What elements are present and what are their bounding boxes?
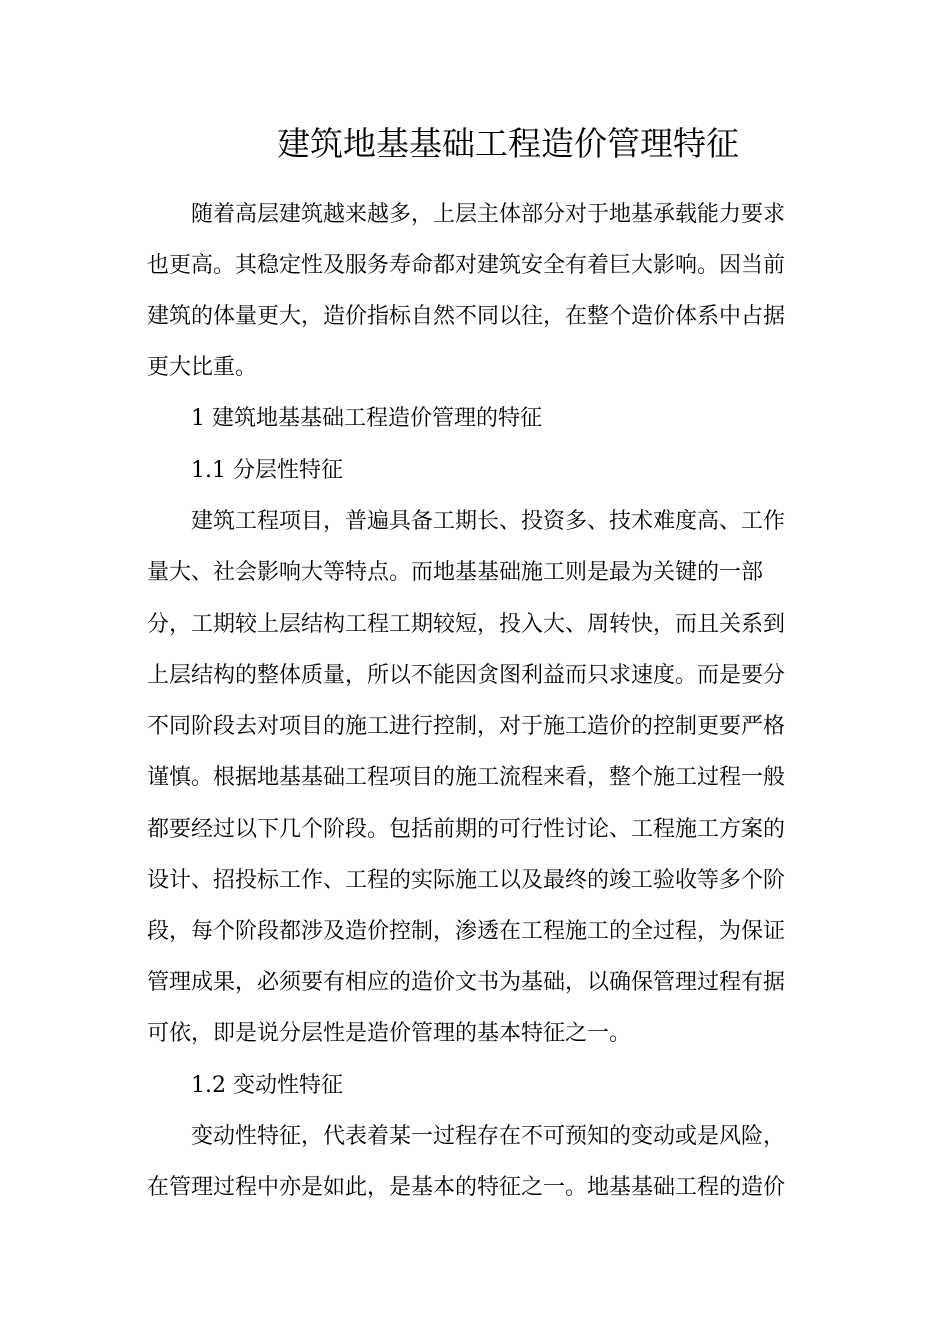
paragraph-line: 随着高层建筑越来越多，上层主体部分对于地基承载能力要求 (191, 202, 786, 227)
paragraph-line: 分，工期较上层结构工程工期较短，投入大、周转快，而且关系到 (147, 612, 786, 637)
paragraph-line: 段，每个阶段都涉及造价控制，渗透在工程施工的全过程，为保证 (147, 919, 786, 944)
paragraph-line: 上层结构的整体质量，所以不能因贪图利益而只求速度。而是要分 (147, 663, 786, 688)
paragraph-line: 也更高。其稳定性及服务寿命都对建筑安全有着巨大影响。因当前 (147, 253, 786, 278)
paragraph-line: 更大比重。 (147, 355, 258, 380)
paragraph-line: 变动性特征，代表着某一过程存在不可预知的变动或是风险， (191, 1124, 786, 1149)
section-heading: 1 建筑地基基础工程造价管理的特征 (191, 406, 542, 431)
subsection-heading: 1.2 变动性特征 (191, 1073, 343, 1098)
paragraph-line: 谨慎。根据地基基础工程项目的施工流程来看，整个施工过程一般 (147, 765, 786, 790)
paragraph-line: 量大、社会影响大等特点。而地基基础施工则是最为关键的一部 (147, 560, 764, 585)
paragraph-line: 建筑的体量更大，造价指标自然不同以往，在整个造价体系中占据 (147, 304, 786, 329)
paragraph-line: 不同阶段去对项目的施工进行控制，对于施工造价的控制更要严格 (147, 714, 786, 739)
paragraph-line: 建筑工程项目，普遍具备工期长、投资多、技术难度高、工作 (191, 509, 786, 534)
subsection-heading: 1.1 分层性特征 (191, 458, 343, 483)
paragraph-line: 管理成果，必须要有相应的造价文书为基础，以确保管理过程有据 (147, 970, 786, 995)
paragraph-line: 在管理过程中亦是如此，是基本的特征之一。地基基础工程的造价 (147, 1175, 786, 1200)
paragraph-line: 都要经过以下几个阶段。包括前期的可行性讨论、工程施工方案的 (147, 817, 786, 842)
paragraph-line: 可依，即是说分层性是造价管理的基本特征之一。 (147, 1021, 632, 1046)
paragraph-line: 设计、招投标工作、工程的实际施工以及最终的竣工验收等多个阶 (147, 868, 786, 893)
document-title: 建筑地基基础工程造价管理特征 (277, 124, 739, 163)
